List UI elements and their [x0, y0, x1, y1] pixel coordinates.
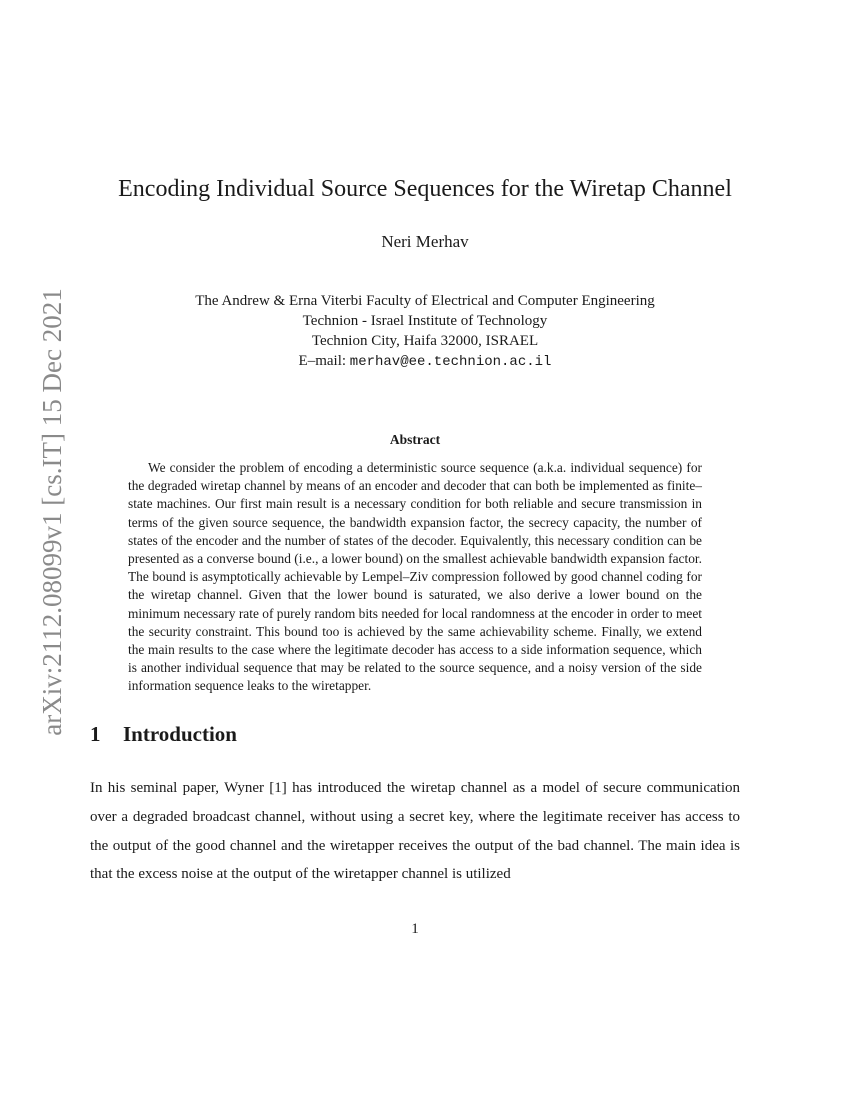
author-name: Neri Merhav: [381, 232, 469, 251]
section-number: 1: [90, 722, 101, 746]
paper-title: Encoding Individual Source Sequences for the Wiretap Channel: [118, 176, 732, 202]
email-line: [0, 351, 850, 372]
page-number: 1: [411, 921, 419, 937]
affiliation-line-1: The Andrew & Erna Viterbi Faculty of Electrical and Computer Engineering: [195, 293, 655, 309]
abstract-heading: Abstract: [389, 432, 441, 447]
abstract-text: We consider the problem of encoding a deterministic source sequence (a.k.a. individual sequence) for the degraded wiretap channel by means of an encoder and decoder that can both be implemented as finite–state machines. Our first main result is a necessary condition for both reliable and secure transmission in terms of the given source sequence, the bandwidth expansion factor, the secrecy capacity, the number of states of the encoder and the number of states of the decoder. Equivalently, this necessary condition can be presented as a converse bound (i.e., a lower bound) on the smallest achievable bandwidth expansion factor. The bound is asymptotically achievable by Lempel–Ziv compression followed by good channel coding for the wiretap channel. Given that the lower bound is saturated, we also derive a lower bound on the minimum necessary rate of purely random bits needed for local randomness at the encoder in order to meet the security constraint. This bound too is achieved by the same achievability scheme. Finally, we extend the main results to the case where the legitimate decoder has access to a side information sequence, which is another individual sequence that may be related to the source sequence, and a noisy version of the side information sequence leaks to the wiretapper.: [128, 460, 702, 694]
affiliation-line-2: Technion - Israel Institute of Technology: [302, 313, 548, 329]
email-label: E–mail:: [298, 353, 350, 369]
section-heading: [90, 722, 237, 747]
affiliation-block: [0, 291, 850, 372]
section-title: Introduction: [123, 722, 237, 746]
email-address: merhav@ee.technion.ac.il: [349, 354, 552, 370]
arxiv-identifier: arXiv:2112.08099v1 [cs.IT] 15 Dec 2021: [37, 288, 67, 736]
affiliation-line-3: Technion City, Haifa 32000, ISRAEL: [311, 333, 539, 349]
introduction-text: In his seminal paper, Wyner [1] has introduced the wiretap channel as a model of secure communication over a degraded broadcast channel, without using a secret key, where the legitimate receiver has access to the output of the good channel and the wiretapper receives the output of the bad channel. The main idea is that the excess noise at the output of the wiretapper channel is utilized: [90, 780, 740, 883]
